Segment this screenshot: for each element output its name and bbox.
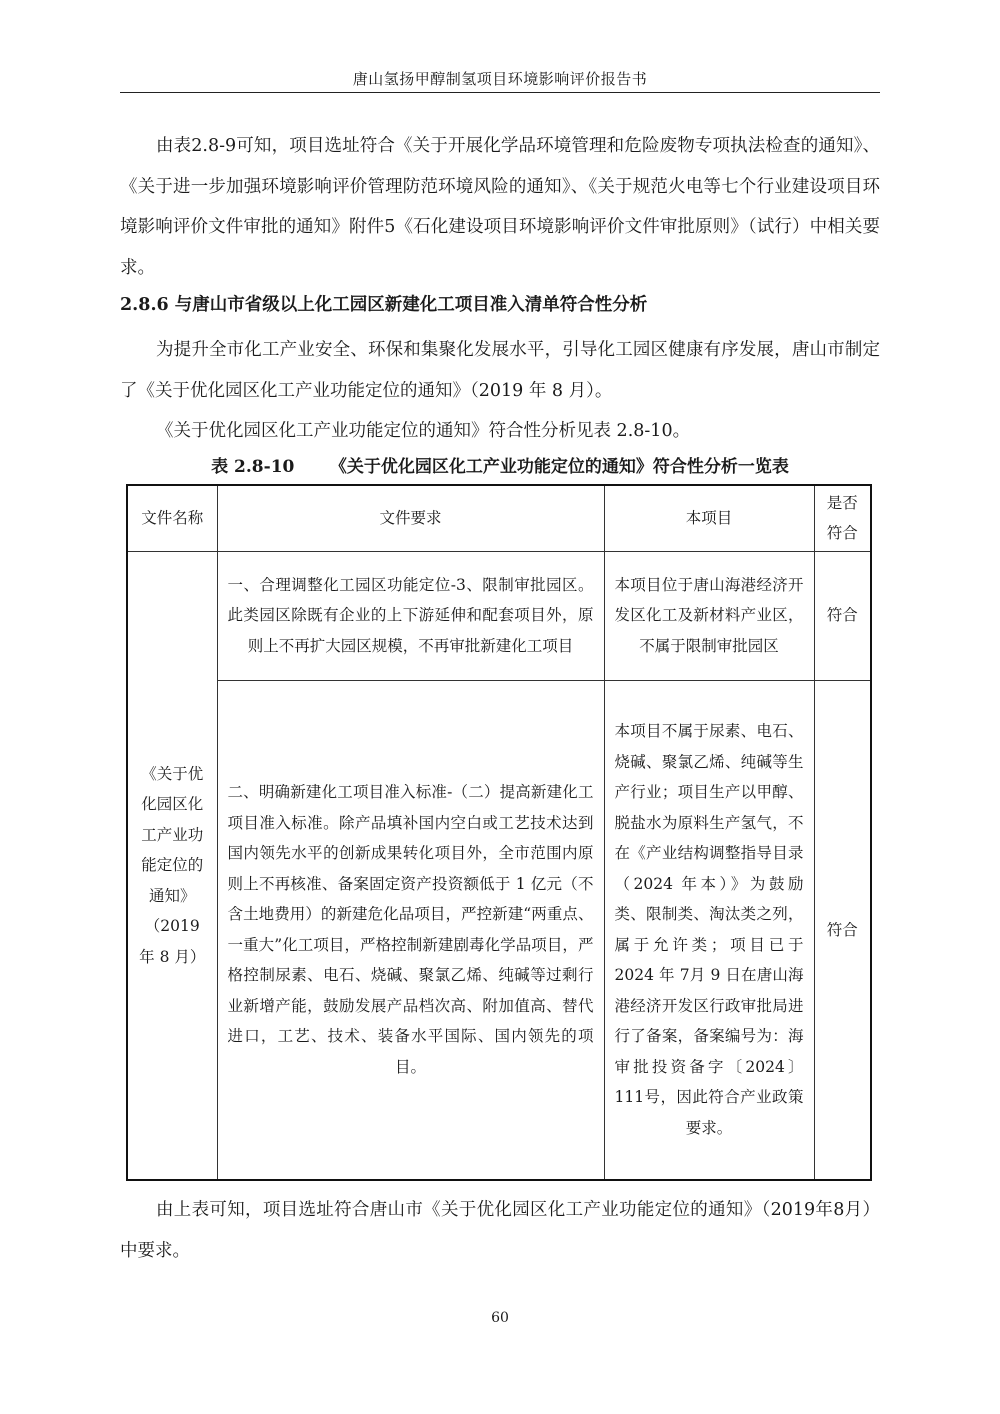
requirement-cell-1: 一、合理调整化工园区功能定位-3、限制审批园区。此类园区除既有企业的上下游延伸和配套项目外，原则上不再扩大园区规模，不再审批新建化工项目 [217,551,604,680]
header-doc-name: 文件名称 [127,485,217,551]
page-number: 60 [491,1310,509,1326]
header-requirement: 文件要求 [217,485,604,551]
section-heading: 2.8.6 与唐山市省级以上化工园区新建化工项目准入清单符合性分析 [120,295,648,315]
doc-name-cell: 《关于优化园区化工产业功能定位的通知》（2019年 8 月） [127,551,217,1180]
header-project: 本项目 [604,485,814,551]
running-header-title: 唐山氢扬甲醇制氢项目环境影响评价报告书 [352,70,648,88]
compliance-cell-1: 符合 [814,551,871,680]
project-cell-1: 本项目位于唐山海港经济开发区化工及新材料产业区，不属于限制审批园区 [604,551,814,680]
table-header-row [127,485,871,551]
header-compliance: 是否符合 [814,485,871,551]
table-caption: 表 2.8-10 《关于优化园区化工产业功能定位的通知》符合性分析一览表 [211,457,789,477]
compliance-table [126,484,872,1181]
table-row [127,680,871,1180]
requirement-cell-2: 二、明确新建化工项目准入标准-（二）提高新建化工项目准入标准。除产品填补国内空白或工艺技术达到国内领先水平的创新成果转化项目外，全市范围内原则上不再核准、备案固定资产投资额低于 1 亿元（不含土地费用）的新建危化品项目，严控新建“两重点、一重大”化工项目，严格控制新建剧毒化学品项目，严格控制尿素、电石、烧碱、聚氯乙烯、纯碱等过剩行业新增产能，鼓励发展产品档次高、附加值高、替代进口，工艺、技术、装备水平国际、国内领先的项目。 [217,680,604,1180]
body-paragraph-1: 由表2.8-9可知，项目选址符合《关于开展化学品环境管理和危险废物专项执法检查的通知》、《关于进一步加强环境影响评价管理防范环境风险的通知》、《关于规范火电等七个行业建设项目环境影响评价文件审批的通知》附件5《石化建设项目环境影响评价文件审批原则》（试行）中相关要求。 [120,136,880,278]
compliance-cell-2: 符合 [814,680,871,1180]
table-row [127,551,871,680]
header-divider [120,92,880,93]
body-paragraph-4: 由上表可知，项目选址符合唐山市《关于优化园区化工产业功能定位的通知》（2019年8月）中要求。 [120,1200,880,1261]
compliance-table-wrapper [126,484,870,1181]
body-paragraph-2: 为提升全市化工产业安全、环保和集聚化发展水平，引导化工园区健康有序发展，唐山市制定了《关于优化园区化工产业功能定位的通知》（2019 年 8 月）。 [120,340,880,401]
project-cell-2: 本项目不属于尿素、电石、烧碱、聚氯乙烯、纯碱等生产行业；项目生产以甲醇、脱盐水为原料生产氢气，不在《产业结构调整指导目录（2024 年本）》为鼓励类、限制类、淘汰类之列，属于允许类；项目已于 2024 年 7月 9 日在唐山海港经济开发区行政审批局进行了备案，备案编号为：海审批投资备字〔2024〕111号，因此符合产业政策要求。 [604,680,814,1180]
body-paragraph-3: 《关于优化园区化工产业功能定位的通知》符合性分析见表 2.8-10。 [156,421,691,441]
